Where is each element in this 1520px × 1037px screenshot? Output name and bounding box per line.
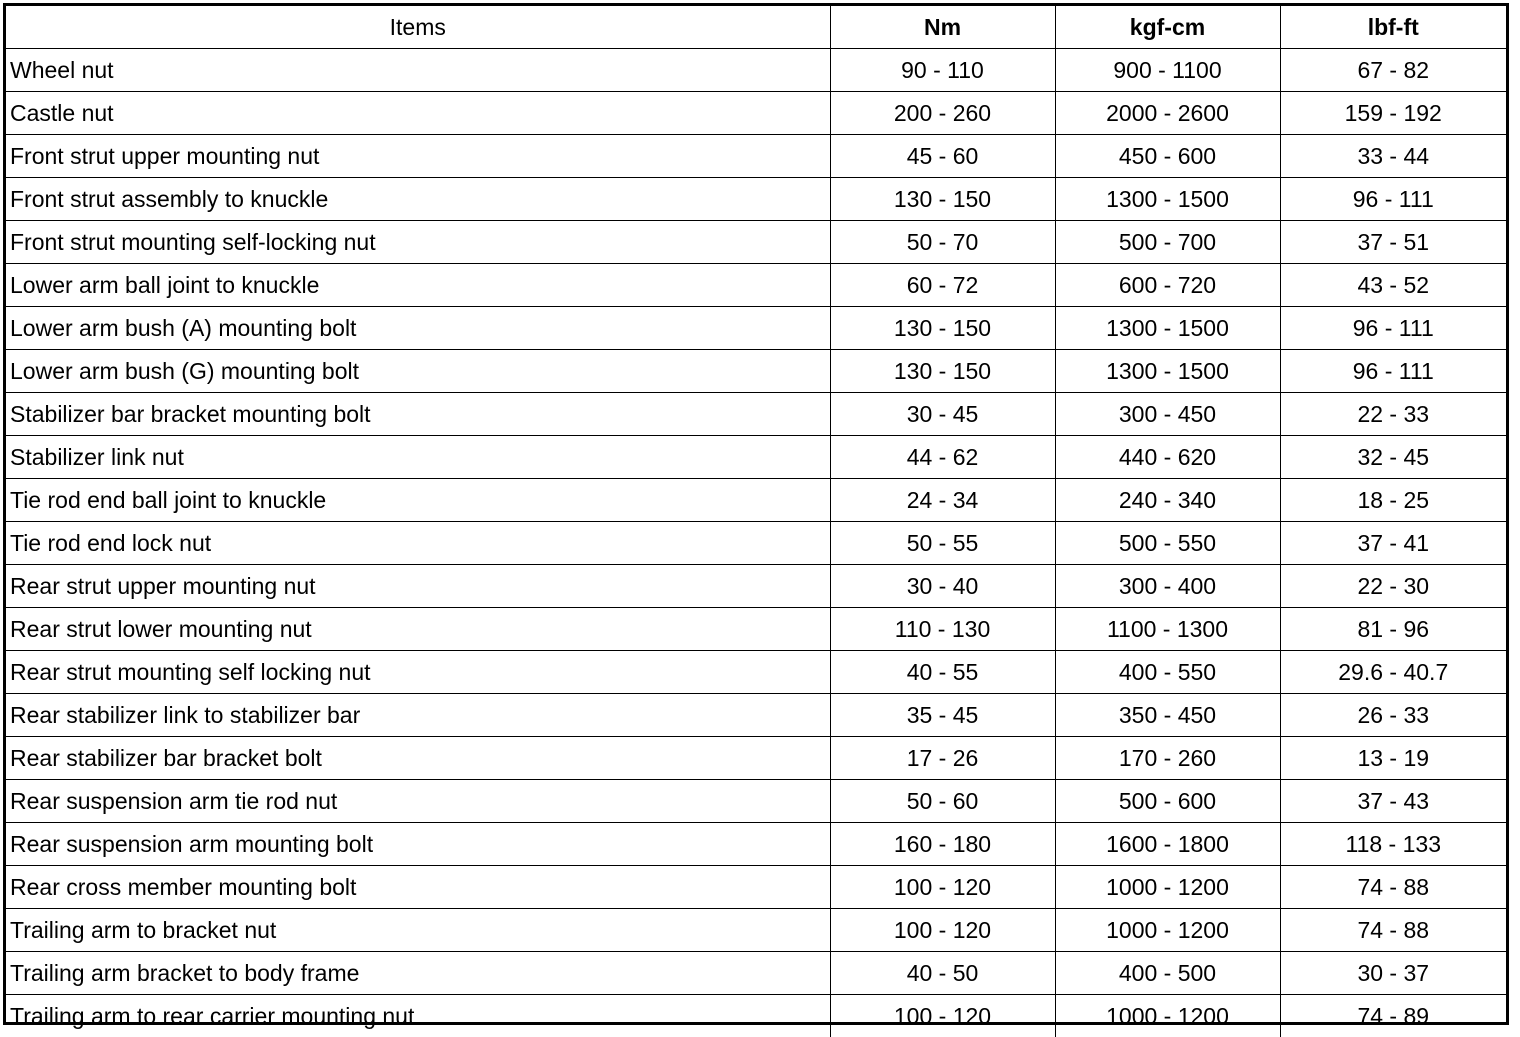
cell-lbf-ft: 37 - 41 bbox=[1280, 522, 1506, 565]
table-row bbox=[6, 565, 1506, 608]
cell-lbf-ft: 67 - 82 bbox=[1280, 49, 1506, 92]
cell-kgf-cm: 450 - 600 bbox=[1055, 135, 1280, 178]
cell-item: Rear cross member mounting bolt bbox=[6, 866, 830, 909]
cell-nm: 60 - 72 bbox=[830, 264, 1055, 307]
cell-nm: 44 - 62 bbox=[830, 436, 1055, 479]
cell-lbf-ft: 22 - 33 bbox=[1280, 393, 1506, 436]
table-row bbox=[6, 823, 1506, 866]
cell-nm: 100 - 120 bbox=[830, 866, 1055, 909]
cell-kgf-cm: 900 - 1100 bbox=[1055, 49, 1280, 92]
table-row bbox=[6, 866, 1506, 909]
cell-lbf-ft: 74 - 88 bbox=[1280, 866, 1506, 909]
cell-item: Wheel nut bbox=[6, 49, 830, 92]
cell-nm: 200 - 260 bbox=[830, 92, 1055, 135]
cell-nm: 17 - 26 bbox=[830, 737, 1055, 780]
cell-nm: 100 - 120 bbox=[830, 995, 1055, 1037]
cell-kgf-cm: 400 - 500 bbox=[1055, 952, 1280, 995]
cell-nm: 30 - 45 bbox=[830, 393, 1055, 436]
table-row bbox=[6, 49, 1506, 92]
cell-nm: 130 - 150 bbox=[830, 178, 1055, 221]
table-row bbox=[6, 780, 1506, 823]
cell-kgf-cm: 1300 - 1500 bbox=[1055, 350, 1280, 393]
table-row bbox=[6, 436, 1506, 479]
header-nm: Nm bbox=[830, 6, 1055, 49]
table-row bbox=[6, 178, 1506, 221]
cell-item: Front strut assembly to knuckle bbox=[6, 178, 830, 221]
cell-lbf-ft: 43 - 52 bbox=[1280, 264, 1506, 307]
cell-lbf-ft: 13 - 19 bbox=[1280, 737, 1506, 780]
cell-nm: 50 - 60 bbox=[830, 780, 1055, 823]
cell-nm: 130 - 150 bbox=[830, 350, 1055, 393]
cell-lbf-ft: 118 - 133 bbox=[1280, 823, 1506, 866]
cell-nm: 90 - 110 bbox=[830, 49, 1055, 92]
header-kgf-cm: kgf-cm bbox=[1055, 6, 1280, 49]
cell-item: Rear suspension arm tie rod nut bbox=[6, 780, 830, 823]
cell-kgf-cm: 1300 - 1500 bbox=[1055, 178, 1280, 221]
cell-lbf-ft: 96 - 111 bbox=[1280, 350, 1506, 393]
cell-nm: 40 - 50 bbox=[830, 952, 1055, 995]
cell-kgf-cm: 300 - 450 bbox=[1055, 393, 1280, 436]
cell-nm: 110 - 130 bbox=[830, 608, 1055, 651]
header-lbf-ft: lbf-ft bbox=[1280, 6, 1506, 49]
torque-spec-table bbox=[6, 6, 1506, 1037]
torque-spec-table-frame bbox=[3, 3, 1509, 1025]
cell-lbf-ft: 74 - 88 bbox=[1280, 909, 1506, 952]
table-row bbox=[6, 995, 1506, 1037]
cell-kgf-cm: 600 - 720 bbox=[1055, 264, 1280, 307]
table-row bbox=[6, 135, 1506, 178]
cell-lbf-ft: 30 - 37 bbox=[1280, 952, 1506, 995]
cell-nm: 45 - 60 bbox=[830, 135, 1055, 178]
cell-nm: 160 - 180 bbox=[830, 823, 1055, 866]
cell-lbf-ft: 32 - 45 bbox=[1280, 436, 1506, 479]
cell-nm: 30 - 40 bbox=[830, 565, 1055, 608]
table-row bbox=[6, 393, 1506, 436]
cell-item: Trailing arm bracket to body frame bbox=[6, 952, 830, 995]
cell-lbf-ft: 29.6 - 40.7 bbox=[1280, 651, 1506, 694]
cell-lbf-ft: 22 - 30 bbox=[1280, 565, 1506, 608]
cell-kgf-cm: 350 - 450 bbox=[1055, 694, 1280, 737]
cell-item: Trailing arm to bracket nut bbox=[6, 909, 830, 952]
cell-lbf-ft: 37 - 51 bbox=[1280, 221, 1506, 264]
cell-kgf-cm: 300 - 400 bbox=[1055, 565, 1280, 608]
cell-item: Rear stabilizer link to stabilizer bar bbox=[6, 694, 830, 737]
cell-nm: 24 - 34 bbox=[830, 479, 1055, 522]
cell-nm: 130 - 150 bbox=[830, 307, 1055, 350]
table-row bbox=[6, 307, 1506, 350]
cell-kgf-cm: 440 - 620 bbox=[1055, 436, 1280, 479]
cell-item: Rear strut mounting self locking nut bbox=[6, 651, 830, 694]
cell-lbf-ft: 37 - 43 bbox=[1280, 780, 1506, 823]
cell-kgf-cm: 1000 - 1200 bbox=[1055, 909, 1280, 952]
cell-item: Front strut mounting self-locking nut bbox=[6, 221, 830, 264]
cell-kgf-cm: 400 - 550 bbox=[1055, 651, 1280, 694]
cell-item: Front strut upper mounting nut bbox=[6, 135, 830, 178]
cell-kgf-cm: 170 - 260 bbox=[1055, 737, 1280, 780]
cell-kgf-cm: 1100 - 1300 bbox=[1055, 608, 1280, 651]
cell-kgf-cm: 1600 - 1800 bbox=[1055, 823, 1280, 866]
cell-item: Lower arm bush (A) mounting bolt bbox=[6, 307, 830, 350]
cell-kgf-cm: 500 - 700 bbox=[1055, 221, 1280, 264]
cell-lbf-ft: 74 - 89 bbox=[1280, 995, 1506, 1037]
cell-item: Rear suspension arm mounting bolt bbox=[6, 823, 830, 866]
cell-item: Rear strut lower mounting nut bbox=[6, 608, 830, 651]
cell-lbf-ft: 18 - 25 bbox=[1280, 479, 1506, 522]
cell-nm: 100 - 120 bbox=[830, 909, 1055, 952]
table-row bbox=[6, 350, 1506, 393]
cell-nm: 50 - 55 bbox=[830, 522, 1055, 565]
table-row bbox=[6, 522, 1506, 565]
table-body bbox=[6, 49, 1506, 1037]
cell-item: Rear strut upper mounting nut bbox=[6, 565, 830, 608]
cell-lbf-ft: 159 - 192 bbox=[1280, 92, 1506, 135]
cell-kgf-cm: 1000 - 1200 bbox=[1055, 995, 1280, 1037]
table-row bbox=[6, 608, 1506, 651]
table-row bbox=[6, 651, 1506, 694]
cell-kgf-cm: 500 - 600 bbox=[1055, 780, 1280, 823]
table-row bbox=[6, 694, 1506, 737]
cell-nm: 40 - 55 bbox=[830, 651, 1055, 694]
cell-item: Rear stabilizer bar bracket bolt bbox=[6, 737, 830, 780]
table-row bbox=[6, 92, 1506, 135]
cell-item: Stabilizer bar bracket mounting bolt bbox=[6, 393, 830, 436]
cell-nm: 35 - 45 bbox=[830, 694, 1055, 737]
table-row bbox=[6, 264, 1506, 307]
cell-item: Castle nut bbox=[6, 92, 830, 135]
cell-item: Tie rod end ball joint to knuckle bbox=[6, 479, 830, 522]
header-items: Items bbox=[6, 6, 830, 49]
table-row bbox=[6, 737, 1506, 780]
cell-kgf-cm: 2000 - 2600 bbox=[1055, 92, 1280, 135]
table-row bbox=[6, 952, 1506, 995]
cell-lbf-ft: 81 - 96 bbox=[1280, 608, 1506, 651]
cell-nm: 50 - 70 bbox=[830, 221, 1055, 264]
table-row bbox=[6, 221, 1506, 264]
cell-item: Lower arm ball joint to knuckle bbox=[6, 264, 830, 307]
cell-lbf-ft: 26 - 33 bbox=[1280, 694, 1506, 737]
cell-lbf-ft: 96 - 111 bbox=[1280, 307, 1506, 350]
cell-kgf-cm: 240 - 340 bbox=[1055, 479, 1280, 522]
cell-kgf-cm: 1000 - 1200 bbox=[1055, 866, 1280, 909]
table-row bbox=[6, 479, 1506, 522]
cell-lbf-ft: 33 - 44 bbox=[1280, 135, 1506, 178]
cell-kgf-cm: 500 - 550 bbox=[1055, 522, 1280, 565]
table-row bbox=[6, 909, 1506, 952]
cell-kgf-cm: 1300 - 1500 bbox=[1055, 307, 1280, 350]
cell-item: Lower arm bush (G) mounting bolt bbox=[6, 350, 830, 393]
table-header-row bbox=[6, 6, 1506, 49]
cell-item: Stabilizer link nut bbox=[6, 436, 830, 479]
cell-item: Tie rod end lock nut bbox=[6, 522, 830, 565]
cell-lbf-ft: 96 - 111 bbox=[1280, 178, 1506, 221]
cell-item: Trailing arm to rear carrier mounting nut bbox=[6, 995, 830, 1037]
